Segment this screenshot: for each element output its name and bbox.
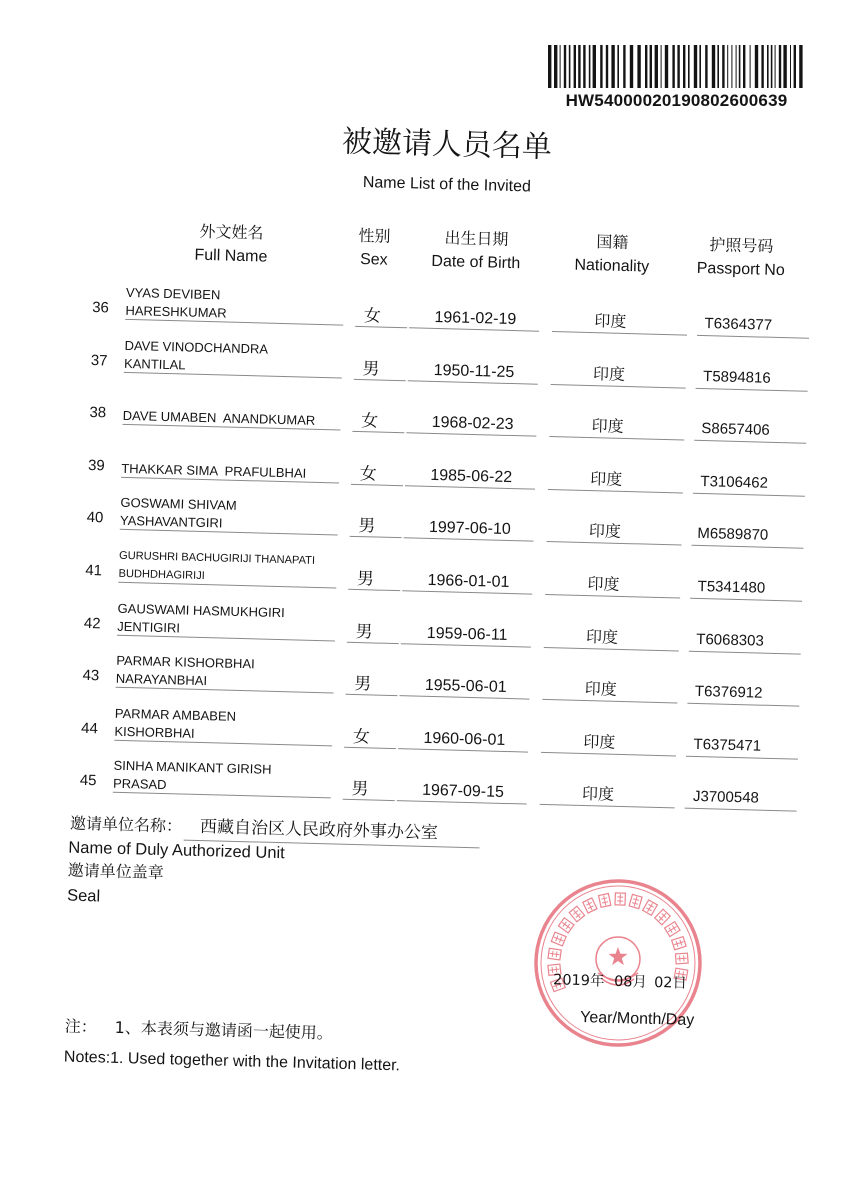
seal-outer-ring [536,881,700,1045]
sex-value: 男 [355,621,373,643]
page-title: 被邀请人员名单 [341,124,553,165]
full-name-line: PRASAD [112,776,167,793]
seal-inner-ring [541,886,695,1040]
full-name-line: KISHORBHAI [114,723,195,741]
row-underline [552,331,687,336]
sex-value: 男 [356,569,375,590]
full-name-line: NARAYANBHAI [115,670,208,689]
full-name-line: PARMAR KISHORBHAI [116,652,255,672]
seal-glyph [599,893,611,907]
row-underline [125,319,343,326]
row-underline [116,687,334,694]
inviting-unit-label-zh: 邀请单位名称： [69,813,183,836]
sex-value: 男 [358,516,376,537]
seal-glyph [672,937,687,950]
sex-value: 男 [354,674,372,695]
sex-value: 女 [352,726,371,748]
passport-number-value: T5341480 [697,577,766,597]
sex-value: 女 [363,306,382,327]
date-of-birth-value: 1960-06-01 [423,729,506,749]
seal-emblem-wreath [598,973,638,985]
full-name-line: BUDHDHAGIRIJI [118,567,206,583]
row-underline [542,699,677,704]
row-underline [343,799,395,801]
full-name-line: YASHAVANTGIRI [119,513,223,531]
row-underline [551,384,686,389]
row-number: 44 [80,719,99,738]
column-header-nationality-en: Nationality [574,256,650,276]
seal-glyph [643,900,658,915]
row-underline [113,792,331,799]
passport-number-value: S8657406 [701,420,770,439]
seal-glyph [548,948,561,960]
sex-value: 男 [351,779,369,800]
seal-glyph [655,909,671,925]
seal-star-icon [609,947,628,965]
seal-glyph [569,906,584,922]
seal-glyph [548,964,561,975]
full-name-line: PARMAR AMBABEN [114,705,237,724]
nationality-value: 印度 [592,363,626,384]
row-underline [696,387,808,391]
passport-number-value: M6589870 [697,525,769,545]
nationality-value: 印度 [581,784,615,805]
row-number: 36 [91,299,110,317]
row-underline [697,335,809,339]
row-number: 42 [83,614,101,632]
row-underline [344,747,396,749]
row-underline [354,378,406,380]
date-of-birth-value: 1950-11-25 [433,361,515,381]
seal-glyph [629,894,642,908]
row-underline [685,808,797,812]
row-underline [124,371,342,378]
nationality-value: 印度 [588,521,622,542]
nationality-value: 印度 [589,468,623,489]
row-underline [118,582,336,589]
full-name-line: HARESHKUMAR [125,302,227,321]
row-underline [549,436,684,441]
column-header-passport-en: Passport No [696,259,785,280]
full-name-line: THAKKAR SIMA PRAFULBHAI [121,460,307,481]
page-subtitle: Name List of the Invited [362,174,532,196]
seal-glyph [675,953,688,964]
passport-number-value: T6376912 [694,683,763,702]
date-format-label: Year/Month/Day [579,1009,695,1030]
nationality-value: 印度 [584,679,617,700]
notes-item-zh: 1、本表须与邀请函一起使用。 [114,1017,334,1043]
row-number: 41 [85,561,103,580]
row-number: 45 [79,772,97,790]
row-underline [540,804,675,809]
full-name-line: VYAS DEVIBEN [125,284,221,303]
row-underline [690,598,802,602]
row-underline [545,594,680,599]
seal-glyph [674,968,688,980]
date-of-birth-value: 1966-01-01 [427,571,510,592]
passport-number-value: T3106462 [700,472,769,492]
row-underline [689,650,801,654]
nationality-value: 印度 [583,731,616,752]
row-number: 40 [86,509,104,527]
row-underline [544,647,679,652]
row-underline [114,740,332,747]
date-of-birth-value: 1997-06-10 [428,519,512,539]
barcode-number: HW54000020190802600639 [565,91,788,110]
full-name-line: GOSWAMI SHIVAM [120,495,237,514]
sex-value: 女 [359,463,378,485]
date-of-birth-value: 1968-02-23 [431,414,514,434]
seal-glyph [583,898,597,913]
row-underline [355,326,407,328]
sex-value: 男 [362,358,380,380]
seal-label-zh: 邀请单位盖章 [67,860,165,883]
full-name-line: GAUSWAMI HASMUKHGIRI [117,600,285,620]
full-name-line: DAVE UMABEN ANANDKUMAR [122,408,316,429]
row-underline [541,752,676,757]
row-number: 43 [82,667,100,685]
column-header-dob-zh: 出生日期 [444,228,509,249]
nationality-value: 印度 [585,626,619,647]
passport-number-value: T6068303 [696,630,765,650]
date-day: 02日 [653,974,688,992]
passport-number-value: T5894816 [702,367,771,387]
official-seal-icon [530,875,706,1051]
inviting-unit-label-en: Name of Duly Authorized Unit [68,838,285,863]
full-name-line: DAVE VINODCHANDRA [124,337,269,357]
passport-number-value: J3700548 [692,788,760,808]
row-underline [117,634,335,641]
full-name-line: SINHA MANIKANT GIRISH [113,758,272,778]
seal-glyph [551,932,566,946]
date-of-birth-value: 1955-06-01 [424,677,507,697]
passport-number-value: T6375471 [693,735,762,755]
date-of-birth-value: 1985-06-22 [430,466,513,486]
seal-glyph [615,893,625,905]
nationality-value: 印度 [587,574,620,594]
column-header-passport-zh: 护照号码 [709,235,774,256]
row-underline [547,541,682,546]
notes-label-zh: 注： [64,1016,97,1037]
row-underline [345,694,397,696]
row-underline [687,703,799,707]
column-header-sex-zh: 性别 [358,225,391,246]
row-number: 39 [87,456,105,475]
nationality-value: 印度 [594,311,627,331]
column-header-sex-en: Sex [359,251,388,269]
row-number: 38 [89,404,107,422]
row-underline [347,641,399,643]
row-underline [693,493,805,497]
seal-glyph [551,978,566,992]
full-name-line: GURUSHRI BACHUGIRIJI THANAPATI [118,549,316,567]
row-underline [120,529,338,536]
row-underline [351,484,403,486]
seal-label-en: Seal [66,886,101,906]
date-of-birth-value: 1959-06-11 [426,624,508,644]
column-header-name-zh: 外文姓名 [199,221,264,243]
date-of-birth-value: 1961-02-19 [434,308,517,329]
date-month: 08月 [613,973,648,991]
row-underline [691,545,803,549]
notes-en: Notes:1. Used together with the Invitation letter. [63,1048,401,1075]
inviting-unit-name: 西藏自治区人民政府外事办公室 [199,817,439,844]
column-header-name-en: Full Name [194,246,268,266]
date-of-birth-value: 1967-09-15 [421,782,505,802]
row-underline [694,440,806,444]
full-name-line: JENTIGIRI [117,618,181,636]
row-underline [352,431,404,433]
row-number: 37 [90,351,108,370]
sex-value: 女 [360,411,379,432]
full-name-line: KANTILAL [123,355,186,373]
nationality-value: 印度 [591,416,624,437]
seal-glyph [665,922,680,937]
passport-number-value: T6364377 [704,315,773,334]
row-underline [348,589,400,591]
row-underline [548,489,683,494]
row-underline [350,536,402,538]
seal-glyph [558,918,574,933]
column-header-nationality-zh: 国籍 [596,232,629,253]
date-year: 2019年 [552,972,605,990]
row-underline [686,755,798,759]
column-header-dob-en: Date of Birth [431,252,521,273]
